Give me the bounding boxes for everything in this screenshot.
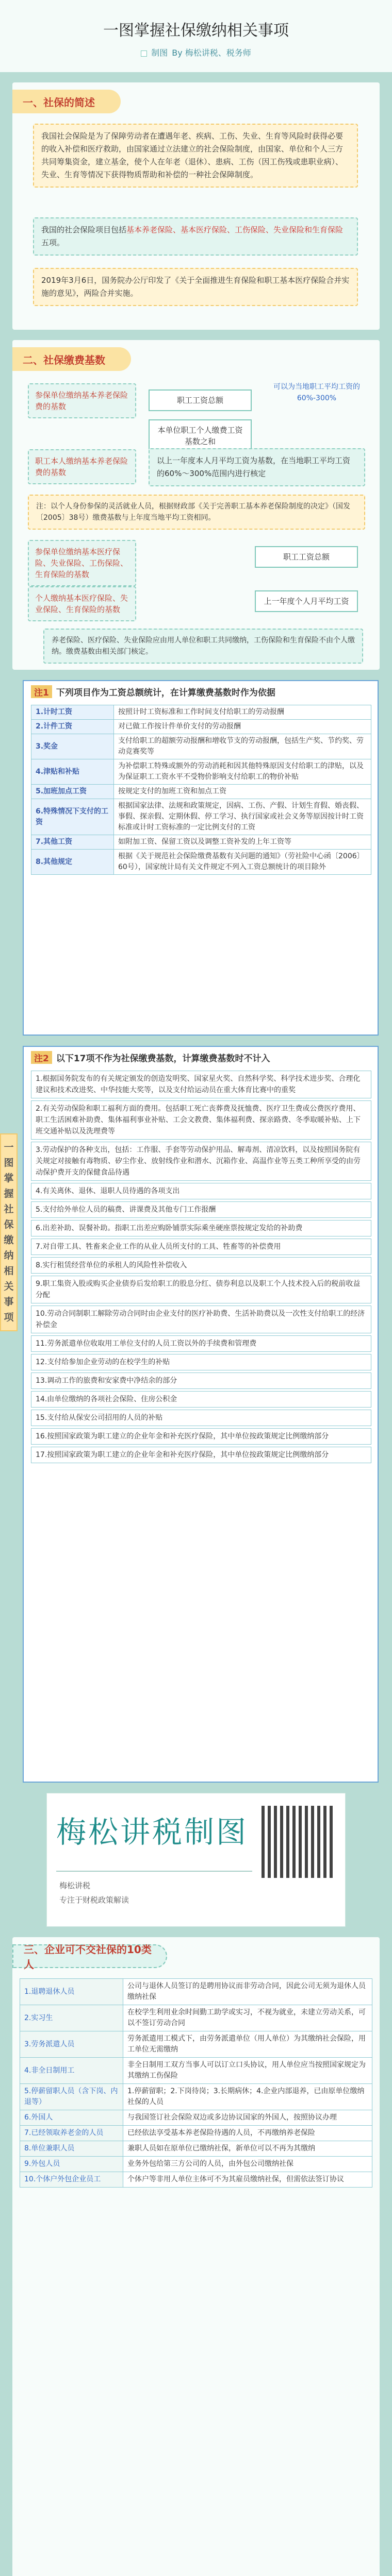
value-total-wage-2: 职工工资总额 [255,546,358,568]
label-employee-other: 个人缴纳基本医疗保险、失业保险、生育保险的基数 [28,586,136,621]
table-row [31,835,371,850]
list-item: 10.劳动合同制职工解除劳动合同时由企业支付的医疗补助费、生活补助费以及一次性支付给职工的经济补偿金 [31,1306,371,1333]
brand-line2: 专注于财税政策解读 [59,1895,129,1905]
row-key: 10.个体户外包企业员工 [20,2172,123,2188]
note1-box [23,680,379,1036]
section-exempt [12,1937,380,2576]
row-key: 9.外包人员 [20,2157,123,2172]
table-row [20,2126,372,2141]
list-item: 6.出差补助、误餐补助。指职工出差应购卧铺票实际乘坐硬座票按规定发给的补助费 [31,1220,371,1236]
row-key: 7.已经领取养老金的人员 [20,2126,123,2141]
row-value: 1.停薪留职；2.下岗待岗；3.长期病休；4.企业内部退养，已由原单位缴纳社保的人员 [123,2084,372,2110]
label-employee-pension: 职工本人缴纳基本养老保险费的基数 [28,449,136,484]
label-employer-pension: 参保单位缴纳基本养老保险费的基数 [28,383,136,418]
range-note: 可以为当地职工平均工资的60%-300% [273,383,360,402]
list-item: 5.支付给外单位人员的稿费、讲课费及其他专门工作报酬 [31,1201,371,1218]
table-row [20,2157,372,2172]
list-item: 14.由单位缴纳的各项社会保险、住房公积金 [31,1391,371,1408]
list-item: 16.按照国家政策为职工建立的企业年金和补充医疗保险，其中单位按政策规定比例缴纳部分 [31,1428,371,1445]
row-key: 4.津贴和补贴 [31,759,114,785]
list-item: 4.有关离休、退休、退职人员待遇的各项支出 [31,1183,371,1199]
table-row [31,850,371,875]
section-title: 一、社保的简述 [12,90,121,113]
row-key: 8.其他规定 [31,850,114,875]
exempt-table [20,1978,372,2188]
row-value: 支付给职工的超额劳动报酬和增收节支的劳动报酬，包括生产奖、节约奖、劳动竞赛奖等 [114,734,371,759]
row-key: 6.特殊情况下支付的工资 [31,799,114,835]
list-item: 3.劳动保护的各种支出，包括：工作服、手套等劳动保护用品、解毒剂、清凉饮料，以及按照国务院有关规定对接触有毒物质、矽尘作业、放射线作业和潜水、沉箱作业、高温作业等五类工种所享受的由劳动保护费开支的保健食品待遇 [31,1142,371,1181]
list-item: 15.支付给从保安公司招用的人员的补贴 [31,1410,371,1426]
table-row [20,2058,372,2084]
section-title: 三、企业可不交社保的10类人 [12,1944,167,1968]
label-employer-other: 参保单位缴纳基本医疗保险、失业保险、工伤保险、生育保险的基数 [28,540,136,586]
note2-list [31,1071,371,1465]
header [0,0,392,72]
qr-code [262,1806,334,1878]
tag-icon [141,50,147,57]
row-key: 5.加班加点工资 [31,785,114,799]
note1-title: 注1 下列项目作为工资总额统计，在计算缴费基数时作为依据 [31,685,275,698]
flexible-worker-note: 注：以个人身份参保的灵活就业人员，根据财政部《关于完善职工基本养老保险制度的决定》（国发〔2005〕38号）缴费基数与上年度当地平均工资相同。 [28,495,365,530]
row-value: 根据国家法律、法规和政策规定，因病、工伤、产假、计划生育假、婚丧假、事假、探亲假、定期休假、停工学习、执行国家或社会义务等原因按计时工资标准或计时工资标准的一定比例支付的工资 [114,799,371,835]
divider [56,1871,252,1872]
list-item: 11.劳务派遣单位收取用工单位支付的人员工资以外的手续费和管理费 [31,1335,371,1352]
table-row [31,785,371,799]
row-value: 非全日制用工双方当事人可以订立口头协议，用人单位应当按照国家规定为其缴纳工伤保险 [123,2058,372,2084]
note1-table [31,705,371,875]
row-key: 3.奖金 [31,734,114,759]
table-row [31,799,371,835]
list-item: 12.支付给参加企业劳动的在校学生的补贴 [31,1354,371,1370]
row-value: 劳务派遣用工模式下，由劳务派遣单位（用人单位）为其缴纳社会保险，用工单位无需缴纳 [123,2031,372,2058]
row-value: 为补偿职工特殊或额外的劳动消耗和因其他特殊原因支付给职工的津贴，以及为保证职工工资水平不受物价影响支付给职工的物价补贴 [114,759,371,785]
row-value: 如附加工资、保留工资以及调整工资补发的上年工资等 [114,835,371,850]
section-base [12,340,380,670]
row-key: 5.停薪留职人员（含下岗、内退等） [20,2084,123,2110]
table-row [20,2005,372,2031]
row-key: 3.劳务派遣人员 [20,2031,123,2058]
table-row [20,2084,372,2110]
value-total-wage: 职工工资总额 [149,389,252,411]
insurance-items: 我国的社会保险项目包括基本养老保险、基本医疗保险、工伤保险、失业保险和生育保险五项。 [33,217,358,256]
list-item: 2.有关劳动保险和职工福利方面的费用。包括职工死亡丧葬费及抚恤费、医疗卫生费或公费医疗费用、职工生活困难补助费、集体福利事业补贴、工会文教费、集体福利费、探亲路费、冬季取暖补贴、上下班交通补贴以及洗理费等 [31,1100,371,1140]
row-value: 公司与退休人员签订的是聘用协议而非劳动合同，因此公司无须为退休人员缴纳社保 [123,1979,372,2005]
brand-title: 梅松讲税制图 [56,1815,249,1850]
employee-base-rule: 以上一年度本人月平均工资为基数，在当地职工平均工资的60%～300%范围内进行核定 [149,448,365,486]
brand-card [46,1793,346,1927]
note2-title: 注2 以下17项不作为社保缴费基数，计算缴费基数时不计入 [31,1051,270,1064]
row-value: 与我国签订社会保险双边或多边协议国家的外国人，按照协议办理 [123,2110,372,2126]
value-avg-wage: 上一年度个人月平均工资 [255,590,358,612]
page-title: 一图掌握社保缴纳相关事项 [103,22,289,40]
table-row [31,705,371,720]
vertical-banner: 一图掌握社保缴纳相关事项 [0,1133,18,1331]
row-key: 4.非全日制用工 [20,2058,123,2084]
value-sum-base: 本单位职工个人缴费工资基数之和 [149,419,252,452]
note2-box [23,1046,379,1783]
list-item: 9.职工集资入股或购买企业债券后发给职工的股息分红、债券利息以及职工个人技术投入后的税前收益分配 [31,1276,371,1303]
row-key: 8.单位兼职人员 [20,2141,123,2157]
list-item: 7.对自带工具、牲畜来企业工作的从业人员所支付的工具、牲畜等的补偿费用 [31,1239,371,1255]
table-row [20,1979,372,2005]
list-item: 1.根据国务院发布的有关规定颁发的创造发明奖、国家星火奖、自然科学奖、科学技术进步奖、合理化建议和技术改进奖、中华技能大奖等，以及支付给运动员在重大体育比赛中的重奖 [31,1071,371,1098]
row-key: 1.计时工资 [31,705,114,720]
row-value: 按照计时工资标准和工作时间支付给职工的劳动报酬 [114,705,371,720]
row-value: 根据《关于规范社会保险缴费基数有关问题的通知》（劳社险中心函〔2006〕60号），国家统计局有关文件规定不列入工资总额统计的项目除外 [114,850,371,875]
row-key: 2.计件工资 [31,720,114,734]
table-row [20,2141,372,2157]
row-key: 6.外国人 [20,2110,123,2126]
section-overview [12,82,380,330]
row-value: 业务外包给第三方公司的人员，由外包公司缴纳社保 [123,2157,372,2172]
row-key: 7.其他工资 [31,835,114,850]
author-label: By 梅松讲税、税务师 [172,48,251,58]
table-row [20,2031,372,2058]
table-row [31,759,371,785]
byline [0,46,392,58]
row-key: 1.退聘退休人员 [20,1979,123,2005]
row-value: 按规定支付的加班工资和加点工资 [114,785,371,799]
row-value: 个体户等非用人单位主体可不为其雇员缴纳社保，但需依法签订协议 [123,2172,372,2188]
list-item: 17.按照国家政策为职工建立的企业年金和补充医疗保险，其中单位按政策规定比例缴纳部分 [31,1447,371,1463]
overview-paragraph: 我国社会保险是为了保障劳动者在遭遇年老、疾病、工伤、失业、生育等风险时获得必要的收入补偿和医疗救助，由国家通过立法建立的社会保险制度，由国家、单位和个人三方共同筹集资金，建立基金，使个人在年老（退休）、患病、工伤（因工伤残或患职业病）、失业、生育等情况下获得物质帮助和补偿的一种社会保障制度。 [33,124,358,188]
payment-note: 养老保险、医疗保险、失业保险应由用人单位和职工共同缴纳，工伤保险和生育保险不由个人缴纳。缴费基数由相关部门核定。 [43,629,363,664]
table-row [31,720,371,734]
section-title: 二、社保缴费基数 [12,347,131,371]
table-row [20,2172,372,2188]
row-value: 兼职人员如在原单位已缴纳社保，新单位可以不再为其缴纳 [123,2141,372,2157]
brand-line1: 梅松讲税 [59,1881,91,1890]
list-item: 8.实行租赁经营单位的承租人的风险性补偿收入 [31,1257,371,1274]
merger-note: 2019年3月6日，国务院办公厅印发了《关于全面推进生育保险和职工基本医疗保险合并实施的意见》，两险合并实施。 [33,268,358,306]
row-value: 在校学生利用业余时间勤工助学或实习，不视为就业，未建立劳动关系，可以不签订劳动合同 [123,2005,372,2031]
table-row [20,2110,372,2126]
row-key: 2.实习生 [20,2005,123,2031]
row-value: 对已做工作按计件单价支付的劳动报酬 [114,720,371,734]
list-item: 13.调动工作的旅费和安家费中净结余的部分 [31,1372,371,1389]
tag-label: 制图 [151,48,168,58]
row-value: 已经依法享受基本养老保险待遇的人员，不再缴纳养老保险 [123,2126,372,2141]
table-row [31,734,371,759]
